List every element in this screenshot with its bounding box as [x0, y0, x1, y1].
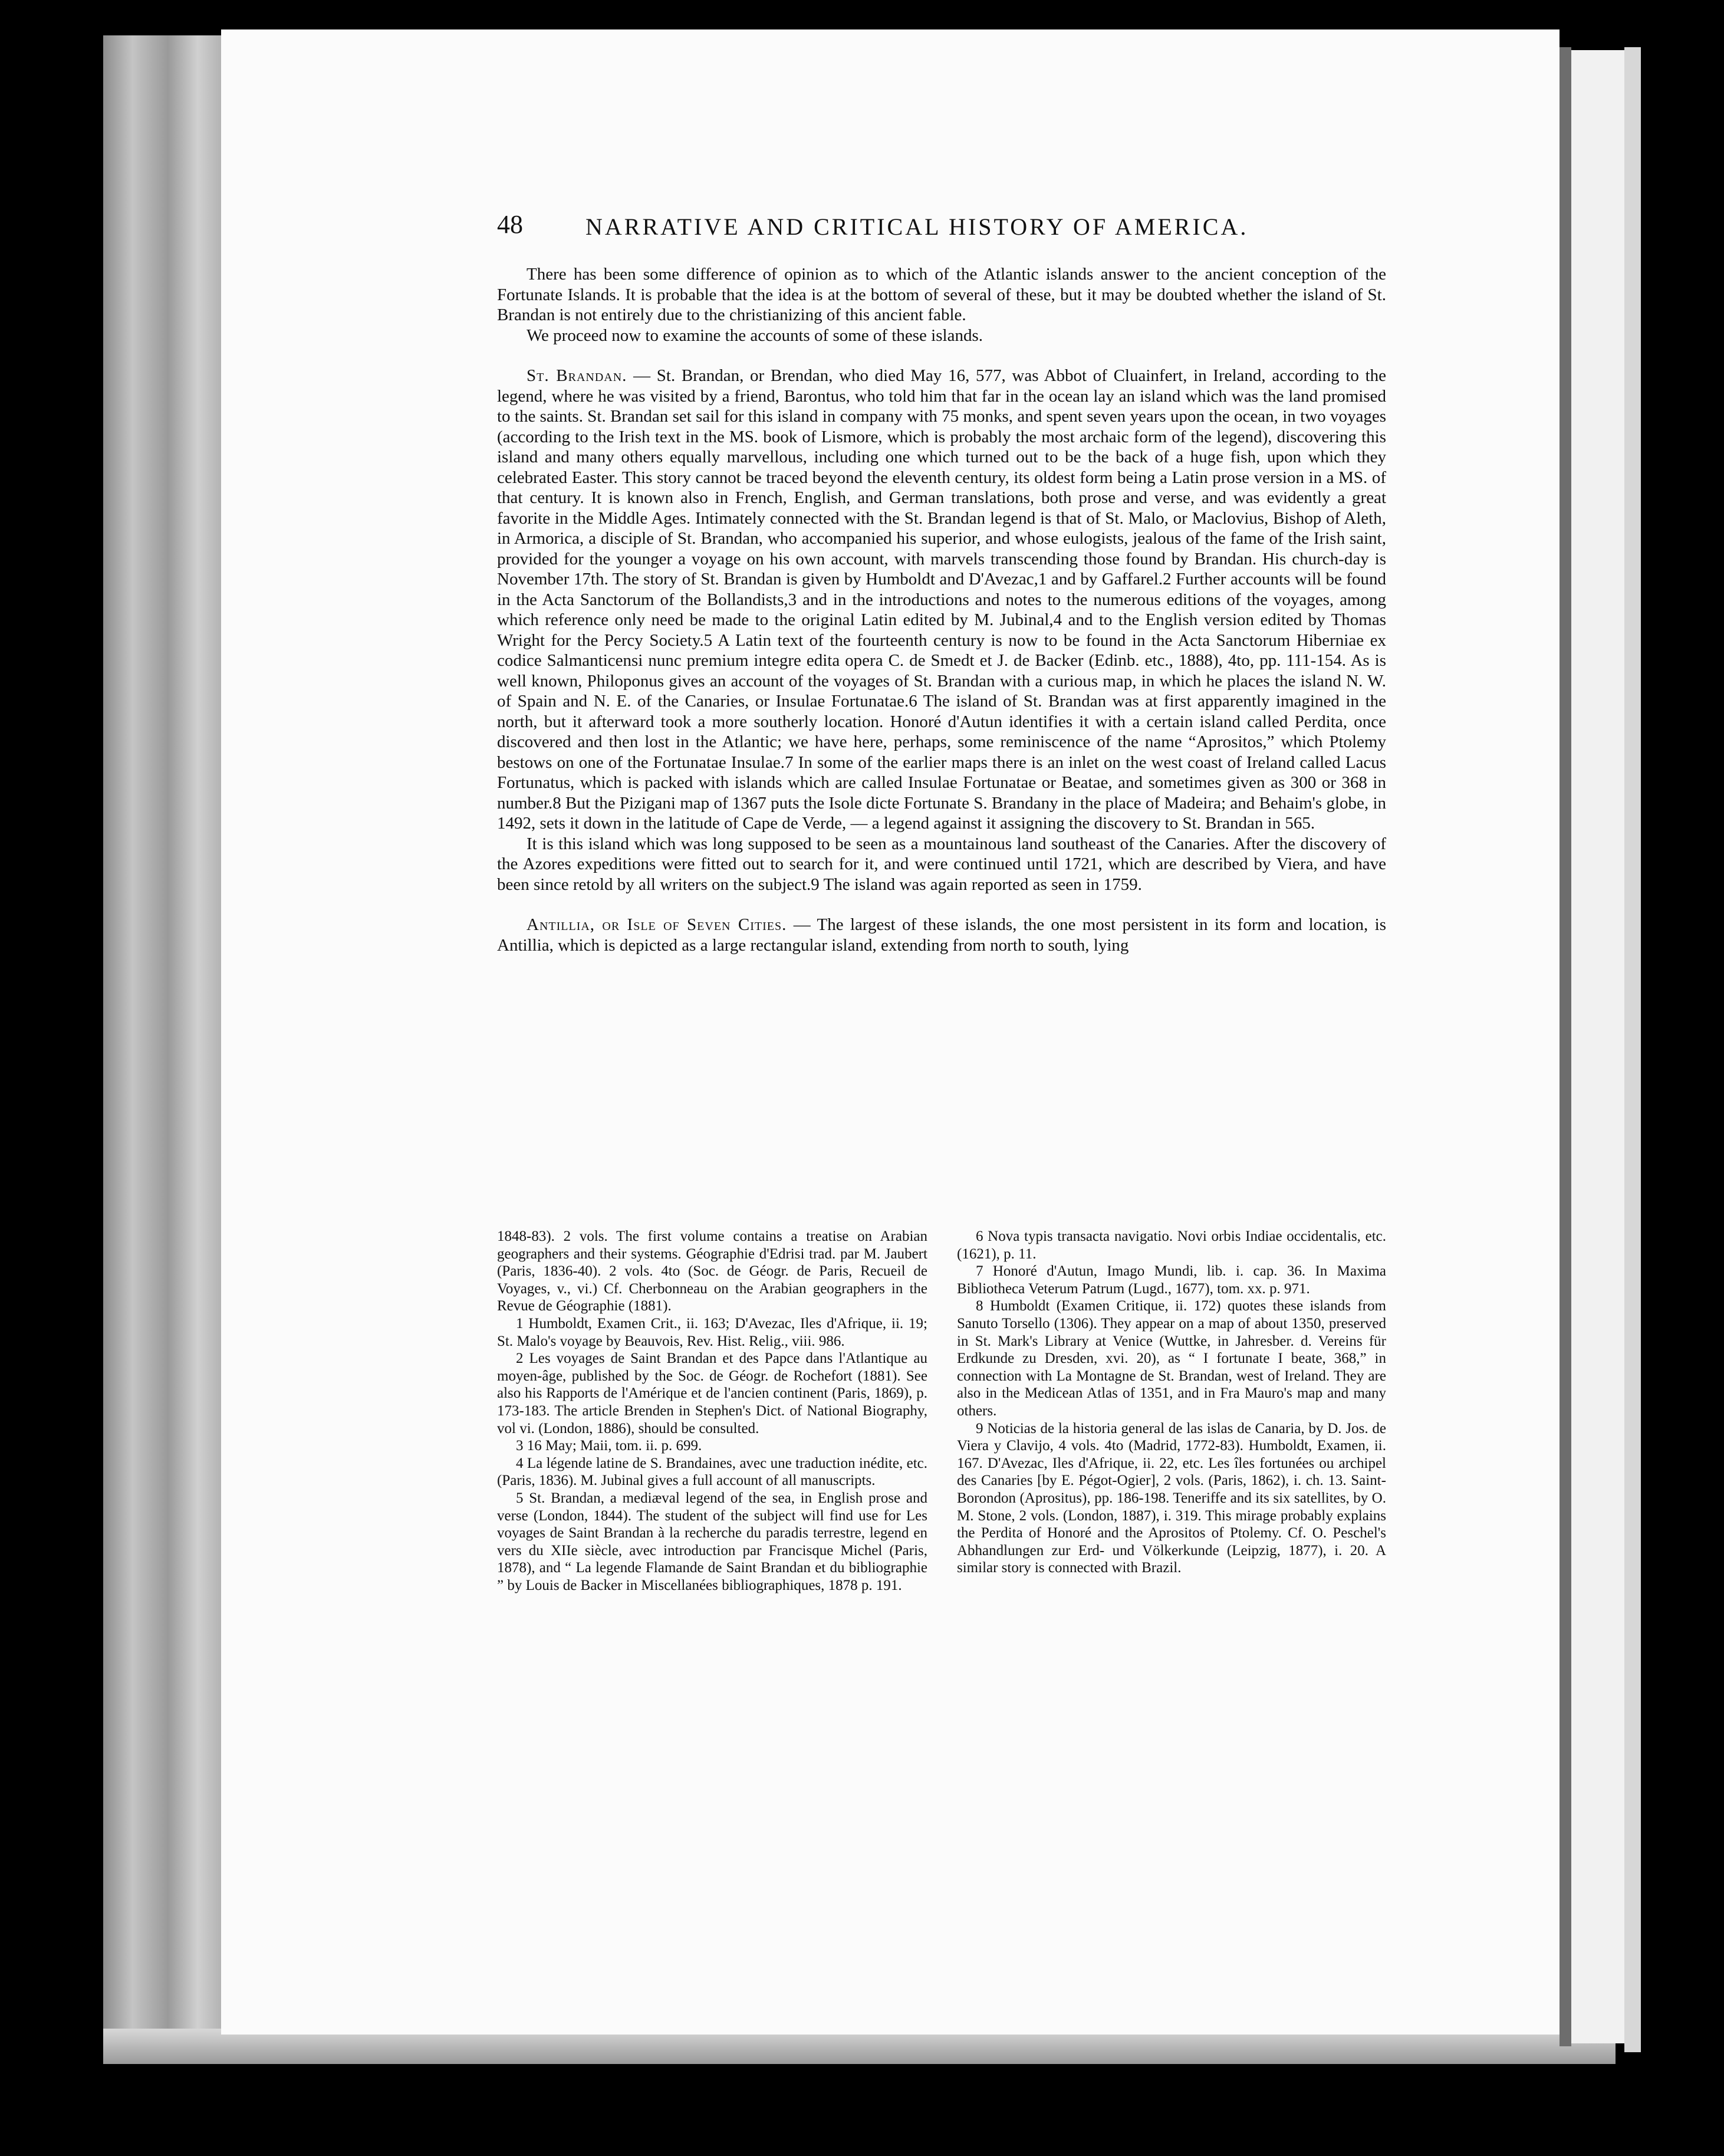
footnote: 1848-83). 2 vols. The first volume contains a treatise on Arabian geographers and their systems. Géographie d'Edrisi trad. par M. Jaubert (Paris, 1836-40). 2 vols. 4to (Soc. de Géogr. de Paris, Recueil de Voyages, v., vi.) Cf. Cherbonneau on the Arabian geographers in the Revue de Géographie (1881).: [497, 1228, 927, 1314]
st-brandan-text: — St. Brandan, or Brendan, who died May 16, 577, was Abbot of Cluainfert, in Ireland, according to the legend, where he was visited by a friend, Barontus, who told him that far in the ocean lay an island which was the land promised to the saints. St. Brandan set sail for this island in company with 75 monks, and spent seven years upon the ocean, in two voyages (according to the Irish text in the MS. book of Lismore, which is probably the most archaic form of the legend), discovering this island and many others equally marvellous, including one which turned out to be the back of a huge fish, upon which they celebrated Easter. This story cannot be traced beyond the eleventh century, its oldest form being a Latin prose version in a MS. of that century. It is known also in French, English, and German translations, both prose and verse, and was evidently a great favorite in the Middle Ages. Intimately connected with the St. Brandan legend is that of St. Malo, or Maclovius, Bishop of Aleth, in Armorica, a disciple of St. Brandan, who accompanied his superior, and whose eulogists, jealous of the fame of the Irish saint, provided for the younger a voyage on his own account, with marvels transcending those found by Brandan. His church-day is November 17th. The story of St. Brandan is given by Humboldt and D'Avezac,1 and by Gaffarel.2 Further accounts will be found in the Acta Sanctorum of the Bollandists,3 and in the introductions and notes to the numerous editions of the voyages, among which reference only need be made to the original Latin edited by M. Jubinal,4 and to the English version edited by Thomas Wright for the Percy Society.5 A Latin text of the fourteenth century is now to be found in the Acta Sanctorum Hiberniae ex codice Salmanticensi nunc premium integre edita opera C. de Smedt et J. de Backer (Edinb. etc., 1888), 4to, pp. 111-154. As is well known, Philoponus gives an account of the voyages of St. Brandan with a curious map, in which he places the island N. W. of Spain and N. E. of the Canaries, or Insulae Fortunatae.6 The island of St. Brandan was at first apparently imagined in the north, but it afterward took a more southerly location. Honoré d'Autun identifies it with a certain island called Perdita, once discovered and then lost in the Atlantic; we have here, perhaps, some reminiscence of the name “Aprositos,” which Ptolemy bestows on one of the Fortunatae Insulae.7 In some of the earlier maps there is an inlet on the west coast of Ireland called Lacus Fortunatus, which is packed with islands which are called Insulae Fortunatae or Beatae, and sometimes given as 300 or 368 in number.8 But the Pizigani map of 1367 puts the Isole dicte Fortunate S. Brandany in the place of Madeira; and Behaim's globe, in 1492, sets it down in the latitude of Cape de Verde, — a legend against it assigning the discovery to St. Brandan in 565.: [497, 366, 1386, 833]
next-page-sliver: [1571, 50, 1624, 2043]
page-number: 48: [497, 210, 523, 239]
intro-paragraph: There has been some difference of opinion as to which of the Atlantic islands answer to the ancient conception of the Fortunate Islands. It is probable that the idea is at the bottom of several of these, but it may be doubted whether the island of St. Brandan is not entirely due to the christianizing of this ancient fable.: [497, 265, 1386, 324]
footnote: 7 Honoré d'Autun, Imago Mundi, lib. i. cap. 36. In Maxima Bibliotheca Veterum Patrum (Lugd., 1677), tom. xx. p. 971.: [957, 1263, 1386, 1297]
footnote: 8 Humboldt (Examen Critique, ii. 172) quotes these islands from Sanuto Torsello (1306). They appear on a map of about 1350, preserved in St. Mark's Library at Venice (Wuttke, in Jahresber. d. Vereins für Erdkunde zu Dresden, xvi. 20), as “ I fortunate I beate, 368,” in connection with La Montagne de St. Brandan, west of Ireland. They are also in the Medicean Atlas of 1351, and in Fra Mauro's map and many others.: [957, 1298, 1386, 1419]
intro-paragraph: We proceed now to examine the accounts of some of these islands.: [527, 326, 983, 345]
section-heading: St. Brandan.: [527, 366, 627, 385]
footnote: 2 Les voyages de Saint Brandan et des Papce dans l'Atlantique au moyen-âge, published by the Soc. de Géogr. de Rochefort (1881). See also his Rapports de l'Amérique et de l'ancien continent (Paris, 1869), p. 173-183. The article Brenden in Stephen's Dict. of National Biography, vol vi. (London, 1886), should be consulted.: [497, 1350, 927, 1437]
footnote: 3 16 May; Maii, tom. ii. p. 699.: [516, 1438, 702, 1454]
st-brandan-paragraph-2: It is this island which was long supposed to be seen as a mountainous land southeast of the Canaries. After the discovery of the Azores expeditions were fitted out to search for it, and were continued until 1721, which are described by Viera, and have been since retold by all writers on the subject.9 The island was again reported as seen in 1759.: [497, 834, 1386, 894]
footnote: 4 La légende latine de S. Brandaines, avec une traduction inédite, etc. (Paris, 1836). M. Jubinal gives a full account of all manuscripts.: [497, 1455, 927, 1489]
page-gutter: [1560, 47, 1571, 2046]
footnotes-left-column: [497, 1228, 927, 1594]
antillia-text: — The largest of these islands, the one most persistent in its form and location, is Antillia, which is depicted as a large rectangular island, extending from north to south, lying: [497, 915, 1386, 955]
section-heading: Antillia, or Isle of Seven Cities.: [527, 915, 787, 934]
running-head: NARRATIVE AND CRITICAL HISTORY OF AMERICA.: [585, 213, 1249, 240]
footnote: 1 Humboldt, Examen Crit., ii. 163; D'Avezac, Iles d'Afrique, ii. 19; St. Malo's voyage by Beauvois, Rev. Hist. Relig., viii. 986.: [497, 1315, 927, 1349]
antillia-paragraph: [497, 915, 1386, 955]
st-brandan-paragraph: [497, 366, 1386, 834]
footnotes-right-column: [957, 1228, 1386, 1577]
book-page-edges: [103, 35, 221, 2052]
footnote: 9 Noticias de la historia general de las islas de Canaria, by D. Jos. de Viera y Clavijo, 4 vols. 4to (Madrid, 1772-83). Humboldt, Examen, ii. 167. D'Avezac, Iles d'Afrique, ii. 22, etc. Les îles fortunées ou archipel des Canaries [by E. Pégot-Ogier], 2 vols. (Paris, 1862), i. ch. 13. Saint-Borondon (Aprositus), pp. 186-198. Teneriffe and its six satellites, by O. M. Stone, 2 vols. (London, 1887), i. 319. This mirage probably explains the Perdita of Honoré and the Aprositos of Ptolemy. Cf. O. Peschel's Abhandlungen zur Erd- und Völkerkunde (Leipzig, 1877), i. 20. A similar story is connected with Brazil.: [957, 1420, 1386, 1576]
book-right-edge: [1624, 47, 1641, 2052]
footnote: 6 Nova typis transacta navigatio. Novi orbis Indiae occidentalis, etc. (1621), p. 11.: [957, 1228, 1386, 1262]
main-text: [497, 264, 1386, 955]
page-header: [497, 209, 1386, 245]
footnote: 5 St. Brandan, a mediæval legend of the sea, in English prose and verse (London, 1844). The student of the subject will find use for Les voyages de Saint Brandan à la recherche du paradis terrestre, legend en vers du XIIe siècle, avec introduction par Francisque Michel (Paris, 1878), and “ La legende Flamande de Saint Brandan et du bibliographie ” by Louis de Backer in Miscellanées bibliographiques, 1878 p. 191.: [497, 1490, 927, 1593]
